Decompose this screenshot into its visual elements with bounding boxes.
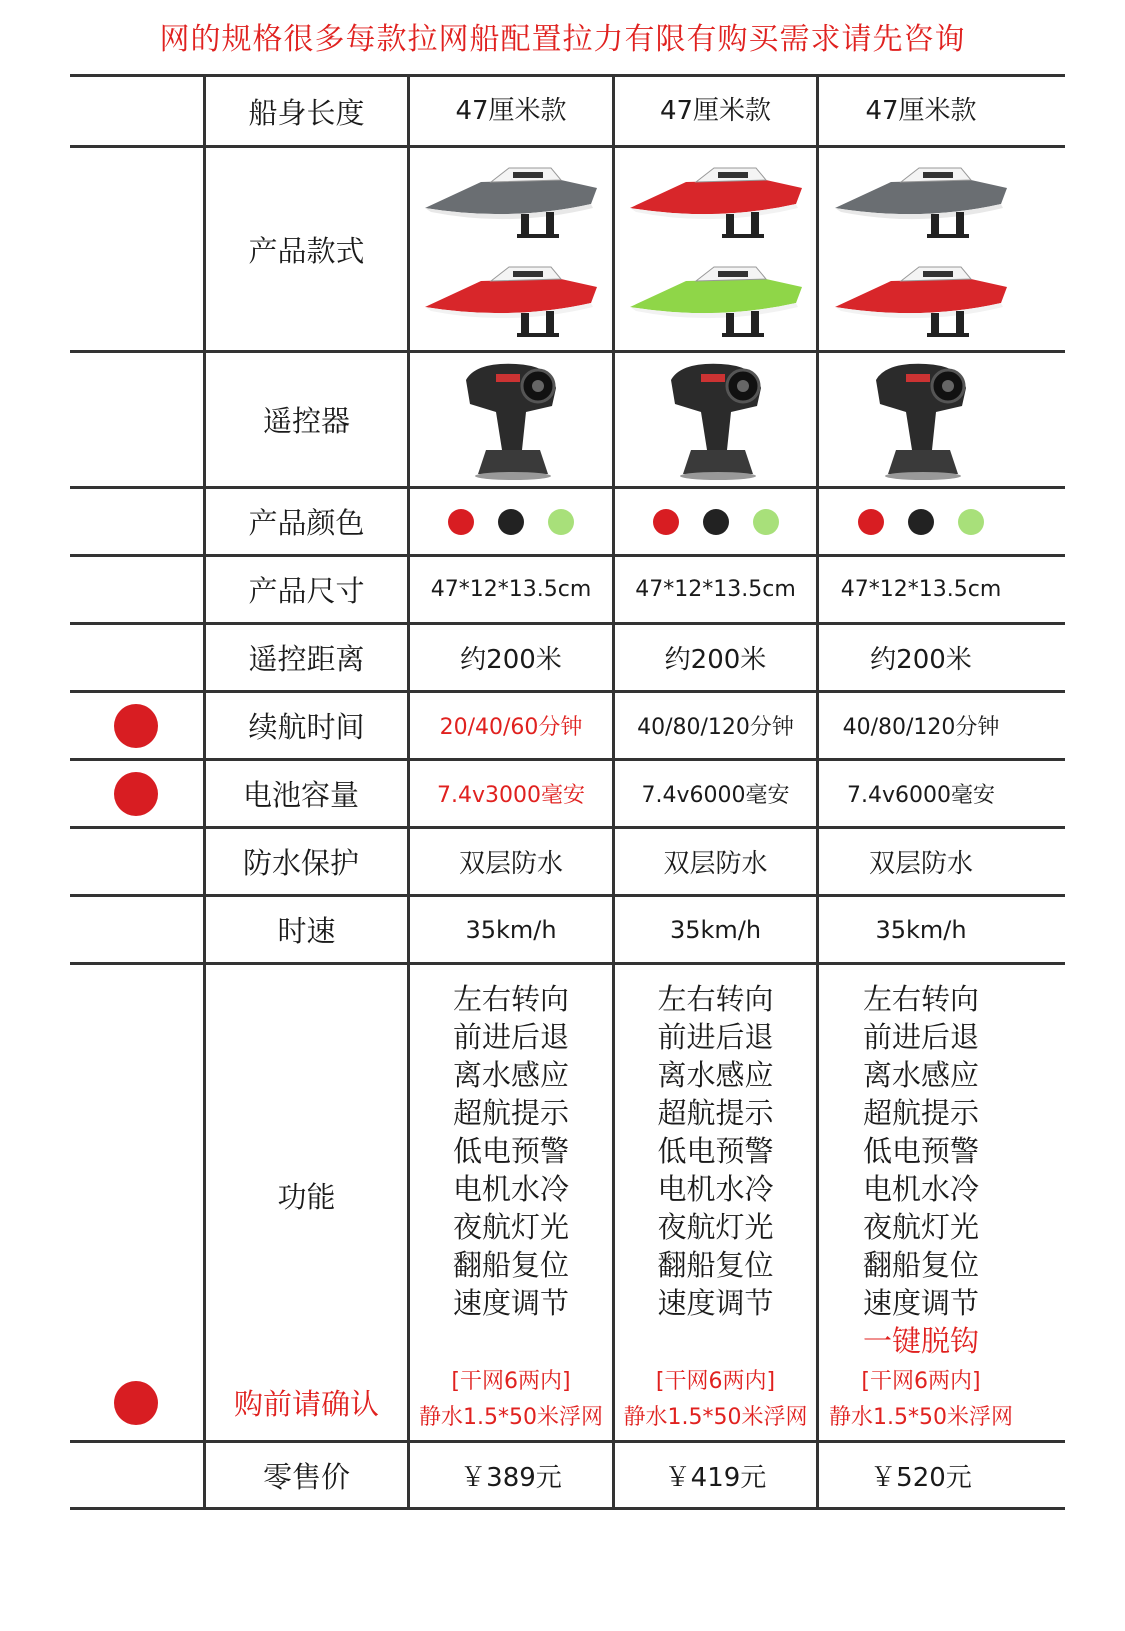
remote-controller-icon [615,353,816,486]
size-value: 47*12*13.5cm [840,577,1002,602]
row-label-color: 产品颜色 [248,506,365,540]
boat-image-grey [421,160,601,240]
waterproof-value: 双层防水 [458,849,563,879]
confirm-note-line1: [干网6两内] [451,1369,571,1394]
row-label-price: 零售价 [262,1459,350,1494]
feature-list [615,980,816,1320]
speed-value: 35km/h [875,915,967,944]
feature-item: 离水感应 [862,1058,979,1092]
row-label-features: 功能 [277,1179,336,1214]
boat-image-green [626,259,806,339]
feature-item: 超航提示 [862,1096,979,1130]
feature-list [819,980,1023,1360]
feature-item: 左右转向 [657,982,774,1016]
feature-item: 左右转向 [862,982,979,1016]
feature-item: 翻船复位 [452,1248,569,1282]
remote-controller-icon [410,353,612,486]
color-swatches [615,489,816,554]
confirm-note [819,1362,1023,1438]
boat-pair-2 [615,150,816,348]
endurance-value: 20/40/60分钟 [439,715,583,740]
feature-item: 电机水冷 [657,1172,774,1206]
price-value: ￥520元 [870,1462,972,1493]
row-label-battery: 电池容量 [242,778,359,812]
feature-item: 低电预警 [452,1134,569,1168]
boat-image-red [421,259,601,339]
size-value: 47*12*13.5cm [430,577,592,602]
highlight-marker [114,704,158,748]
color-dot-green [548,509,574,535]
length-value: 47厘米款 [865,95,977,126]
page-header: 网的规格很多每款拉网船配置拉力有限有购买需求请先咨询 [159,22,966,57]
color-dot-green [753,509,779,535]
battery-value: 7.4v6000毫安 [641,783,790,808]
feature-item-extra: 一键脱钩 [862,1324,979,1358]
length-value: 47厘米款 [455,95,567,126]
size-value: 47*12*13.5cm [635,577,796,602]
confirm-note [615,1362,816,1438]
color-dot-red [653,509,679,535]
boat-pair-3 [819,150,1023,348]
feature-item: 离水感应 [657,1058,774,1092]
distance-value: 约200米 [870,645,972,675]
length-value: 47厘米款 [659,95,772,126]
feature-item: 超航提示 [452,1096,569,1130]
feature-item: 低电预警 [657,1134,774,1168]
feature-item: 前进后退 [452,1020,569,1054]
feature-item: 夜航灯光 [657,1210,774,1244]
speed-value: 35km/h [669,915,762,944]
battery-value: 7.4v3000毫安 [437,783,585,808]
remote-controller-icon [819,353,1023,486]
feature-list [410,980,612,1320]
row-label-remote: 遥控器 [262,404,350,438]
feature-item: 翻船复位 [862,1248,979,1282]
feature-item: 速度调节 [862,1286,979,1320]
feature-item: 夜航灯光 [452,1210,569,1244]
endurance-value: 40/80/120分钟 [842,715,1000,740]
row-label-speed: 时速 [277,914,336,948]
color-dot-green [958,509,984,535]
color-swatches [410,489,612,554]
row-label-distance: 遥控距离 [248,642,365,676]
feature-item: 前进后退 [657,1020,774,1054]
battery-value: 7.4v6000毫安 [847,783,995,808]
price-value: ￥419元 [664,1462,767,1493]
confirm-note-line2: 静水1.5*50米浮网 [419,1405,603,1430]
endurance-value: 40/80/120分钟 [637,715,794,740]
feature-item: 离水感应 [452,1058,569,1092]
color-dot-black [498,509,524,535]
feature-item: 电机水冷 [862,1172,979,1206]
confirm-note [410,1362,612,1438]
color-dot-red [858,509,884,535]
row-divider [70,962,1065,965]
boat-pair-1 [410,150,612,348]
confirm-note-line1: [干网6两内] [861,1369,981,1394]
confirm-note-line2: 静水1.5*50米浮网 [829,1405,1013,1430]
color-dot-black [908,509,934,535]
color-dot-red [448,509,474,535]
row-divider [70,1507,1065,1510]
highlight-marker [114,772,158,816]
row-label-style: 产品款式 [248,233,365,268]
feature-item: 翻船复位 [657,1248,774,1282]
row-label-confirm: 购前请确认 [233,1387,379,1421]
feature-item: 电机水冷 [452,1172,569,1206]
confirm-note-line2: 静水1.5*50米浮网 [623,1405,808,1430]
waterproof-value: 双层防水 [868,849,973,879]
price-value: ￥389元 [460,1462,562,1493]
row-label-size: 产品尺寸 [248,574,365,608]
row-label-endurance: 续航时间 [248,710,365,744]
confirm-note-line1: [干网6两内] [655,1369,776,1394]
boat-image-grey [831,160,1011,240]
feature-item: 超航提示 [657,1096,774,1130]
row-label-length: 船身长度 [248,95,365,130]
waterproof-value: 双层防水 [663,849,768,879]
highlight-marker [114,1381,158,1425]
speed-value: 35km/h [465,915,557,944]
feature-item: 速度调节 [657,1286,774,1320]
boat-image-red [626,160,806,240]
color-dot-black [703,509,729,535]
feature-item: 夜航灯光 [862,1210,979,1244]
distance-value: 约200米 [460,645,562,675]
feature-item: 左右转向 [452,982,569,1016]
feature-item: 前进后退 [862,1020,979,1054]
row-label-waterproof: 防水保护 [242,846,359,880]
distance-value: 约200米 [664,645,767,675]
feature-item: 速度调节 [452,1286,569,1320]
color-swatches [819,489,1023,554]
feature-item: 低电预警 [862,1134,979,1168]
boat-image-red [831,259,1011,339]
